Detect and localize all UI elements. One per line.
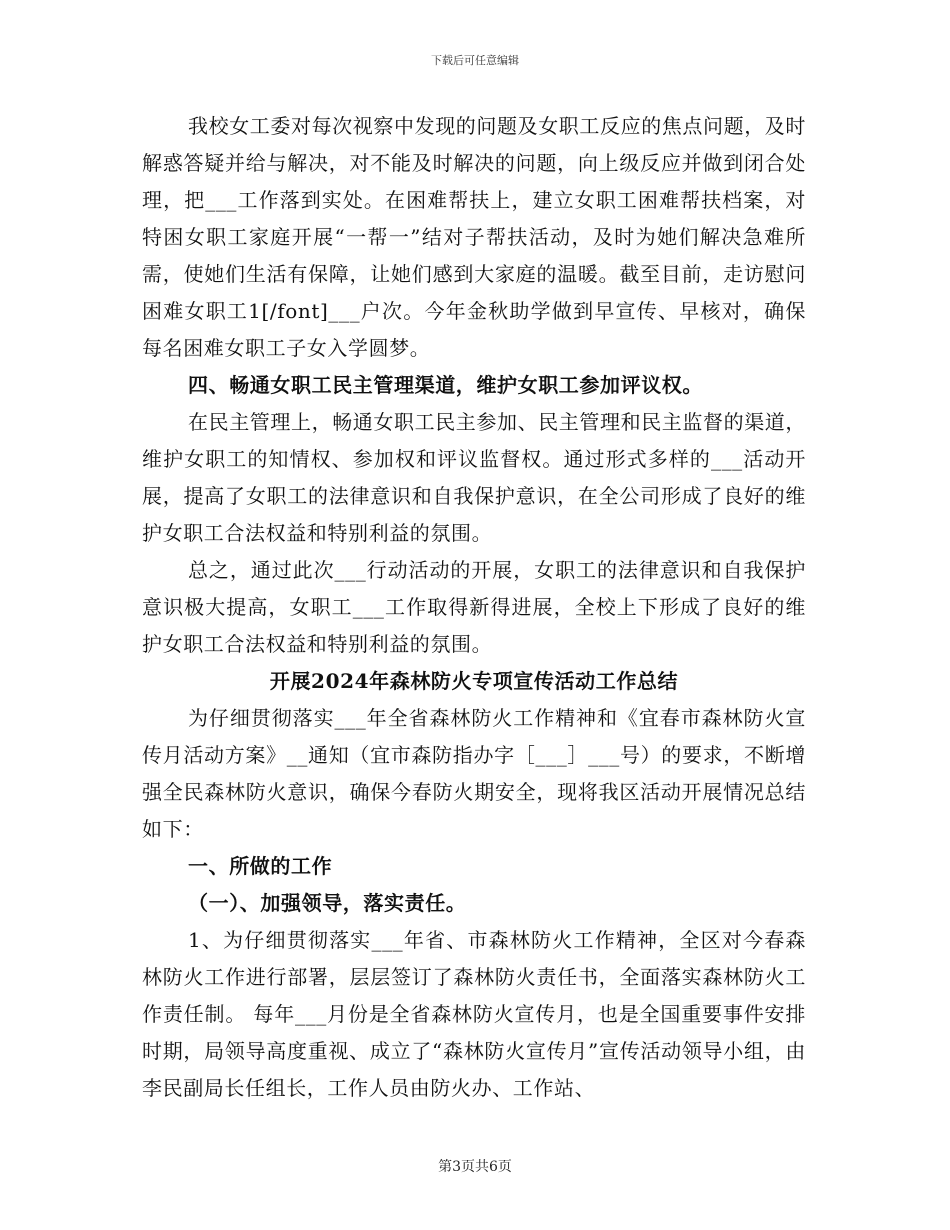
document-title: 开展2024年森林防火专项宣传活动工作总结 [269,669,679,693]
paragraph-democratic-management: 在民主管理上，畅通女职工民主参加、民主管理和民主监督的渠道，维护女职工的知情权、参加权和评议监督权。通过形式多样的___活动开展，提高了女职工的法律意识和自我保护意识，在全公司形成了良好的维护女职工合法权益和特别利益的氛围。 [142,410,806,545]
paragraph-women-staff-assistance: 我校女工委对每次视察中发现的问题及女职工反应的焦点问题，及时解惑答疑并给与解决，对不能及时解决的问题，向上级反应并做到闭合处理，把___工作落到实处。在困难帮扶上，建立女职工困难帮扶档案，对特困女职工家庭开展“一帮一”结对子帮扶活动，及时为她们解决急难所需，使她们生活有保障，让她们感到大家庭的温暖。截至目前，走访慰问困难女职工1[/font]___户次。今年金秋助学做到早宣传、早核对，确保每名困难女职工子女入学圆梦。 [142,114,806,360]
subsection-heading-1-1: （一）、加强领导，落实责任。 [188,891,467,915]
page-footer: 第3页共6页 [438,1159,512,1175]
document-body [142,108,806,1107]
paragraph-summary: 总之，通过此次___行动活动的开展，女职工的法律意识和自我保护意识极大提高，女职工___工作取得新得进展，全校上下形成了良好的维护女职工合法权益和特别利益的氛围。 [142,558,806,656]
section-heading-1: 一、所做的工作 [188,854,333,878]
paragraph-intro: 为仔细贯彻落实___年全省森林防火工作精神和《宜春市森林防火宣传月活动方案》__通知（宜市森防指办字［___］___号）的要求，不断增强全民森林防火意识，确保今春防火期安全，现将我区活动开展情况总结如下： [142,706,806,841]
section-heading-4: 四、畅通女职工民主管理渠道，维护女职工参加评议权。 [188,373,703,397]
page-header: 下载后可任意编辑 [431,54,519,67]
paragraph-leadership: 1、为仔细贯彻落实___年省、市森林防火工作精神，全区对今春森林防火工作进行部署，层层签订了森林防火责任书，全面落实森林防火工作责任制。 每年___月份是全省森林防火宣传月，也是全国重要事件安排时期，局领导高度重视、成立了“森林防火宣传月”宣传活动领导小组，由李民副局长任组长，工作人员由防火办、工作站、 [142,928,806,1100]
